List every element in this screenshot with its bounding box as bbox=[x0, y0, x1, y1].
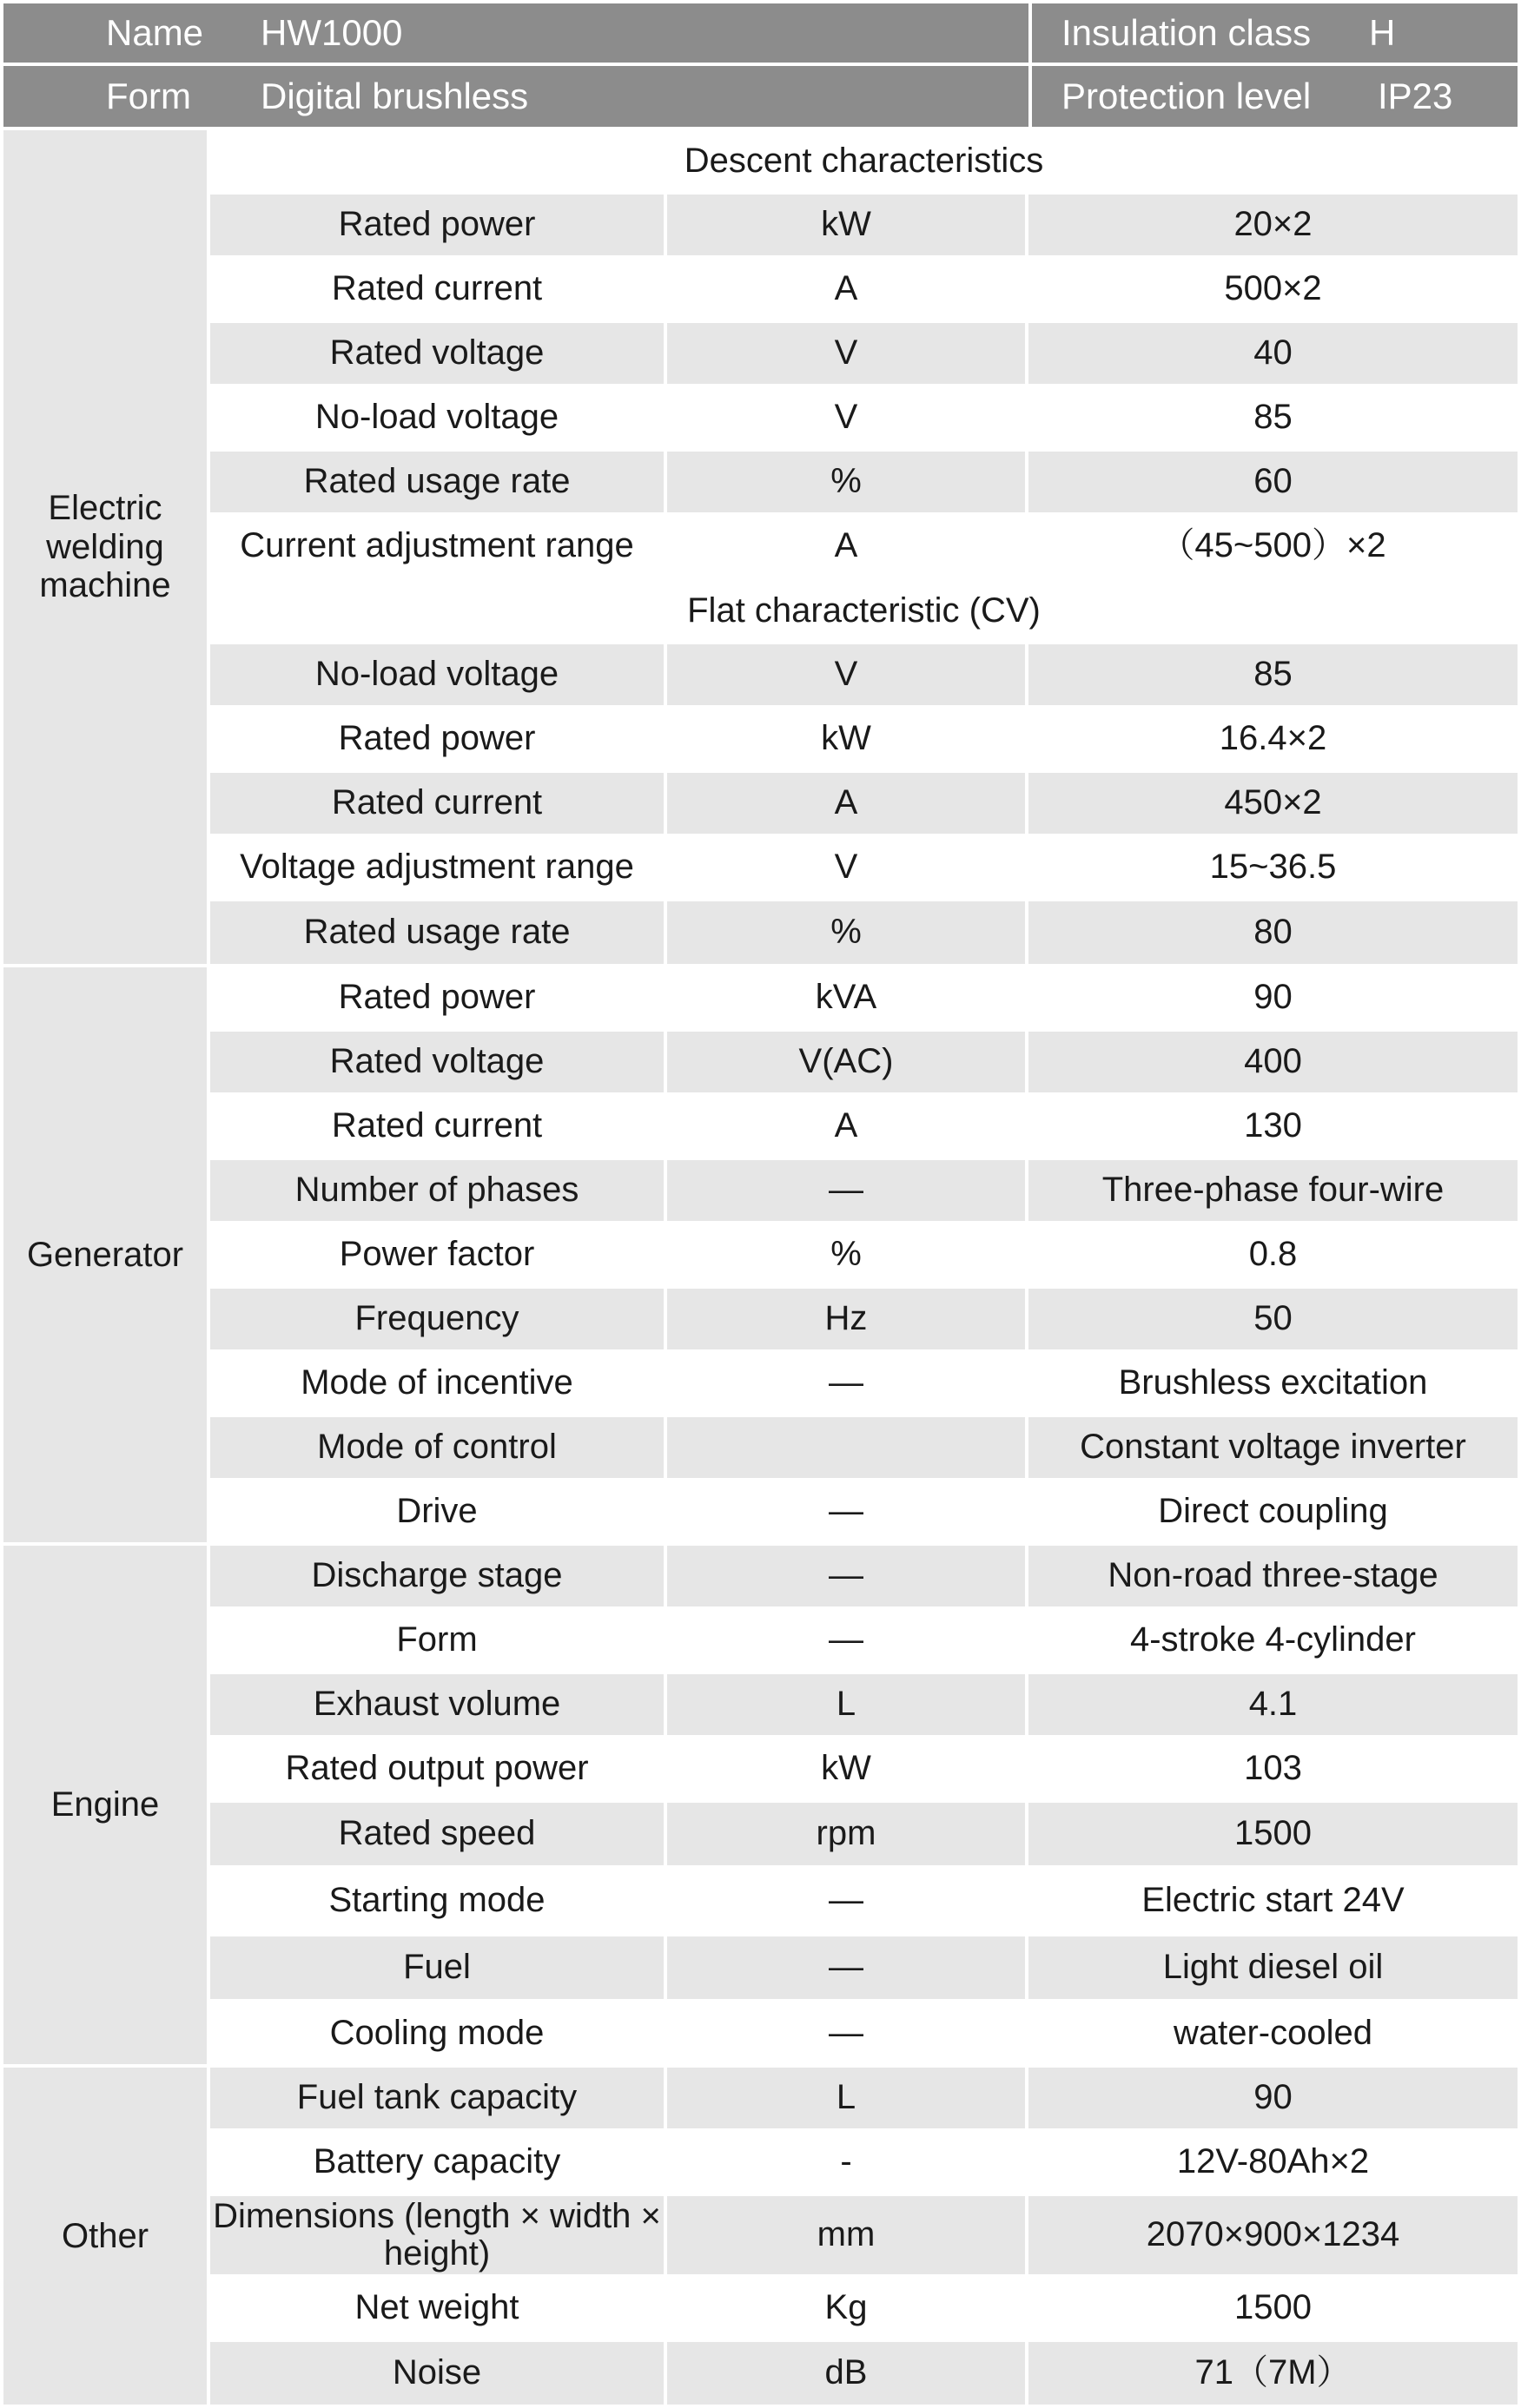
unit-cell: — bbox=[829, 1620, 863, 1659]
name-value: HW1000 bbox=[261, 12, 403, 53]
param-cell: Voltage adjustment range bbox=[240, 848, 634, 887]
table-row bbox=[210, 1417, 1518, 1478]
unit-cell: A bbox=[834, 526, 858, 565]
value-cell: 130 bbox=[1244, 1106, 1302, 1145]
value-cell: 12V-80Ah×2 bbox=[1176, 2142, 1370, 2181]
table-row bbox=[210, 1803, 1518, 1865]
unit-cell: A bbox=[834, 1106, 858, 1145]
value-cell: 1500 bbox=[1028, 1803, 1518, 1865]
insulation-label: Insulation class bbox=[1061, 12, 1312, 53]
unit-cell: V bbox=[667, 323, 1025, 384]
unit-cell: — bbox=[829, 1881, 863, 1920]
header-name-cell bbox=[3, 3, 1028, 63]
value-cell: 400 bbox=[1028, 1032, 1518, 1092]
param-cell: No-load voltage bbox=[314, 398, 559, 437]
value-cell: 500×2 bbox=[1224, 269, 1322, 308]
table-row bbox=[210, 1546, 1518, 1606]
table-row bbox=[210, 2002, 1518, 2064]
unit-cell: — bbox=[829, 1363, 863, 1402]
unit-cell: Kg bbox=[824, 2288, 868, 2327]
value-cell: 85 bbox=[1028, 644, 1518, 705]
param-cell: Current adjustment range bbox=[240, 526, 634, 565]
unit-cell: % bbox=[830, 1235, 862, 1274]
param-cell: Drive bbox=[396, 1492, 478, 1531]
param-cell: Frequency bbox=[210, 1289, 664, 1349]
value-cell: 1500 bbox=[1234, 2288, 1312, 2327]
param-cell: Dimensions (length × width × height) bbox=[210, 2196, 664, 2274]
param-cell: Rated power bbox=[338, 719, 536, 758]
header-insulation-cell bbox=[1032, 3, 1518, 63]
table-row bbox=[210, 1224, 1518, 1285]
table-row bbox=[210, 1160, 1518, 1221]
param-cell: Rated voltage bbox=[210, 323, 664, 384]
value-cell: 71（7M） bbox=[1028, 2342, 1518, 2405]
table-row bbox=[210, 1032, 1518, 1092]
table-row bbox=[210, 2068, 1518, 2128]
unit-cell: V(AC) bbox=[667, 1032, 1025, 1092]
table-row bbox=[210, 1936, 1518, 1999]
value-cell: 0.8 bbox=[1248, 1235, 1298, 1274]
param-cell: Rated voltage bbox=[210, 1032, 664, 1092]
param-cell: Mode of incentive bbox=[301, 1363, 573, 1402]
table-row bbox=[210, 901, 1518, 964]
unit-cell: kW bbox=[667, 195, 1025, 255]
param-cell: Fuel bbox=[210, 1936, 664, 1999]
value-cell: 40 bbox=[1028, 323, 1518, 384]
value-cell: water-cooled bbox=[1173, 2013, 1372, 2052]
unit-cell: A bbox=[667, 773, 1025, 834]
unit-cell: V bbox=[834, 398, 858, 437]
value-cell: Light diesel oil bbox=[1028, 1936, 1518, 1999]
param-cell: Net weight bbox=[354, 2288, 519, 2327]
unit-cell: — bbox=[829, 1492, 863, 1531]
unit-cell bbox=[667, 1417, 1025, 1478]
value-cell: 85 bbox=[1253, 398, 1293, 437]
unit-cell: — bbox=[667, 1936, 1025, 1999]
value-cell: Electric start 24V bbox=[1141, 1881, 1405, 1920]
unit-cell: % bbox=[667, 452, 1025, 512]
table-row bbox=[210, 2278, 1518, 2339]
param-cell: Noise bbox=[210, 2342, 664, 2405]
table-row bbox=[210, 773, 1518, 834]
value-cell: 16.4×2 bbox=[1219, 719, 1327, 758]
table-row bbox=[210, 323, 1518, 384]
form-value: Digital brushless bbox=[261, 76, 529, 116]
table-row bbox=[210, 967, 1518, 1028]
value-cell: Three-phase four-wire bbox=[1028, 1160, 1518, 1221]
unit-cell: — bbox=[667, 1160, 1025, 1221]
table-row bbox=[210, 1289, 1518, 1349]
param-cell: Form bbox=[396, 1620, 478, 1659]
category-generator: Generator bbox=[3, 967, 207, 1542]
name-label: Name bbox=[106, 12, 204, 53]
value-cell: （45~500）×2 bbox=[1160, 526, 1386, 565]
form-label: Form bbox=[106, 76, 191, 116]
unit-cell: L bbox=[667, 2068, 1025, 2128]
header-protection-cell bbox=[1032, 66, 1518, 127]
table-row bbox=[210, 195, 1518, 255]
value-cell: Non-road three-stage bbox=[1028, 1546, 1518, 1606]
table-row bbox=[210, 1674, 1518, 1735]
param-cell: Rated current bbox=[210, 773, 664, 834]
param-cell: Starting mode bbox=[328, 1881, 546, 1920]
value-cell: Brushless excitation bbox=[1118, 1363, 1428, 1402]
protection-value: IP23 bbox=[1378, 76, 1453, 116]
value-cell: 80 bbox=[1028, 901, 1518, 964]
protection-label: Protection level bbox=[1061, 76, 1312, 116]
param-cell: Mode of control bbox=[210, 1417, 664, 1478]
insulation-value: H bbox=[1369, 12, 1396, 53]
unit-cell: kVA bbox=[815, 978, 877, 1017]
unit-cell: V bbox=[834, 848, 858, 887]
table-row bbox=[210, 837, 1518, 898]
table-row bbox=[210, 1481, 1518, 1542]
unit-cell: kW bbox=[821, 719, 871, 758]
param-cell: Rated output power bbox=[285, 1749, 589, 1788]
unit-cell: — bbox=[667, 1546, 1025, 1606]
unit-cell: - bbox=[840, 2142, 852, 2181]
param-cell: Rated current bbox=[331, 1106, 543, 1145]
value-cell: Direct coupling bbox=[1158, 1492, 1388, 1531]
value-cell: 60 bbox=[1028, 452, 1518, 512]
param-cell: Rated usage rate bbox=[210, 452, 664, 512]
category-engine: Engine bbox=[3, 1546, 207, 2064]
value-cell: Constant voltage inverter bbox=[1028, 1417, 1518, 1478]
value-cell: 2070×900×1234 bbox=[1028, 2196, 1518, 2274]
table-row bbox=[210, 1738, 1518, 1799]
table-row bbox=[210, 709, 1518, 769]
unit-cell: V bbox=[667, 644, 1025, 705]
value-cell: 20×2 bbox=[1028, 195, 1518, 255]
table-row bbox=[210, 1610, 1518, 1671]
unit-cell: A bbox=[834, 269, 858, 308]
value-cell: 4.1 bbox=[1028, 1674, 1518, 1735]
table-row bbox=[210, 259, 1518, 320]
unit-cell: kW bbox=[821, 1749, 871, 1788]
param-cell: Fuel tank capacity bbox=[210, 2068, 664, 2128]
unit-cell: rpm bbox=[667, 1803, 1025, 1865]
param-cell: Rated current bbox=[331, 269, 543, 308]
section-descent-characteristics: Descent characteristics bbox=[210, 130, 1518, 191]
param-cell: Rated usage rate bbox=[210, 901, 664, 964]
unit-cell: dB bbox=[667, 2342, 1025, 2405]
table-row bbox=[210, 2342, 1518, 2405]
unit-cell: — bbox=[829, 2013, 863, 2052]
value-cell: 15~36.5 bbox=[1209, 848, 1337, 887]
param-cell: No-load voltage bbox=[210, 644, 664, 705]
unit-cell: mm bbox=[667, 2196, 1025, 2274]
value-cell: 50 bbox=[1028, 1289, 1518, 1349]
unit-cell: Hz bbox=[667, 1289, 1025, 1349]
table-row bbox=[210, 2196, 1518, 2274]
category-welding-machine: Electric welding machine bbox=[3, 130, 207, 964]
category-other: Other bbox=[3, 2068, 207, 2405]
value-cell: 90 bbox=[1253, 978, 1293, 1017]
table-row bbox=[210, 516, 1518, 577]
unit-cell: L bbox=[667, 1674, 1025, 1735]
param-cell: Power factor bbox=[339, 1235, 535, 1274]
param-cell: Rated power bbox=[338, 978, 536, 1017]
param-cell: Discharge stage bbox=[210, 1546, 664, 1606]
table-row bbox=[210, 2132, 1518, 2193]
param-cell: Rated speed bbox=[210, 1803, 664, 1865]
param-cell: Battery capacity bbox=[313, 2142, 561, 2181]
param-cell: Exhaust volume bbox=[210, 1674, 664, 1735]
table-row bbox=[210, 452, 1518, 512]
header-form-cell bbox=[3, 66, 1028, 127]
table-row bbox=[210, 1353, 1518, 1414]
value-cell: 4-stroke 4-cylinder bbox=[1129, 1620, 1416, 1659]
unit-cell: % bbox=[667, 901, 1025, 964]
table-row bbox=[210, 644, 1518, 705]
value-cell: 90 bbox=[1028, 2068, 1518, 2128]
value-cell: 450×2 bbox=[1028, 773, 1518, 834]
param-cell: Cooling mode bbox=[329, 2013, 545, 2052]
section-flat-characteristic: Flat characteristic (CV) bbox=[210, 580, 1518, 641]
table-row bbox=[210, 1869, 1518, 1933]
param-cell: Rated power bbox=[210, 195, 664, 255]
table-row bbox=[210, 387, 1518, 448]
table-row bbox=[210, 1096, 1518, 1157]
value-cell: 103 bbox=[1244, 1749, 1302, 1788]
param-cell: Number of phases bbox=[210, 1160, 664, 1221]
